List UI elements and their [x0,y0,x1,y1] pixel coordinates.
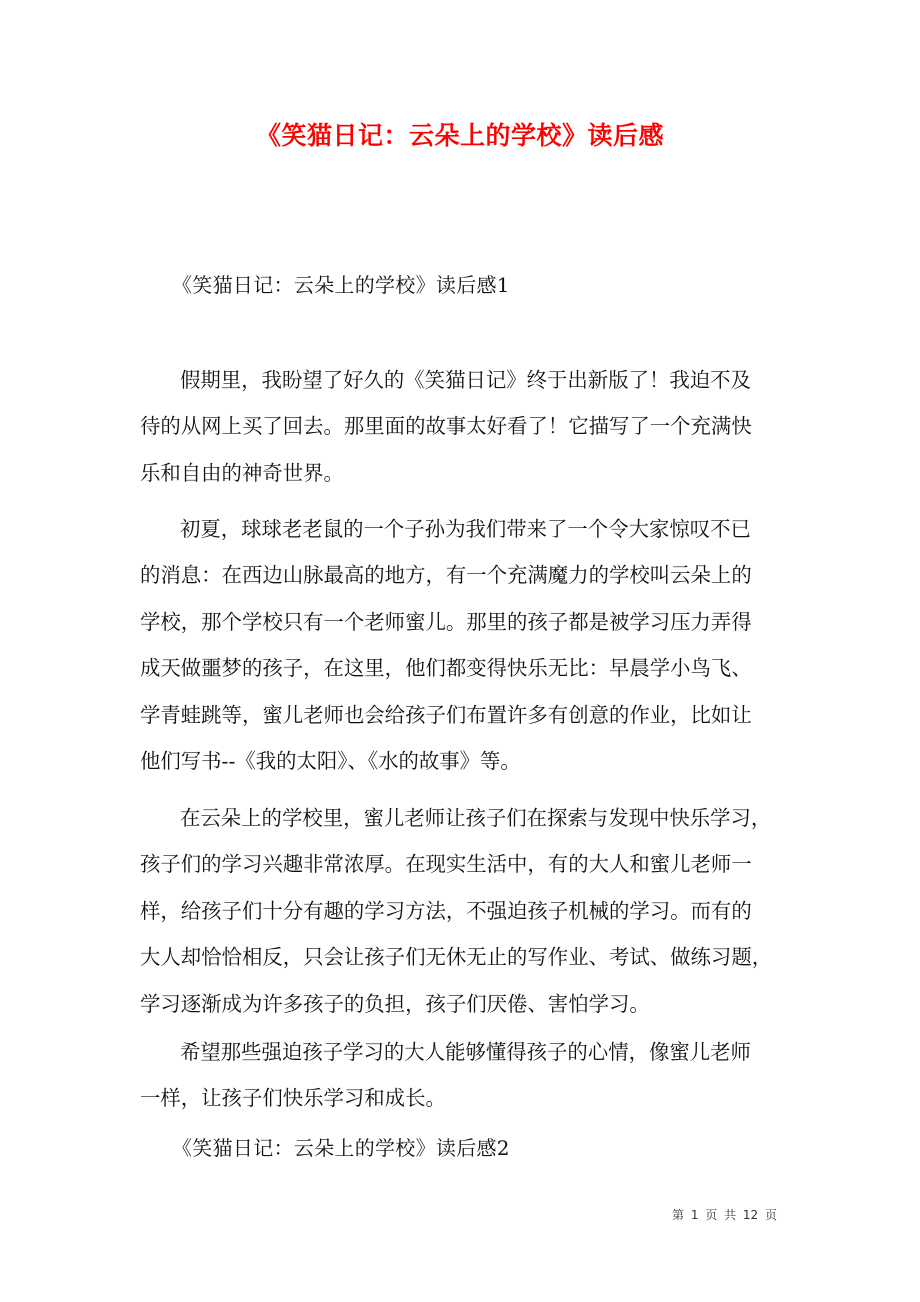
paragraph-line: 大人却恰恰相反，只会让孩子们无休无止的写作业、考试、做练习题， [140,945,773,970]
paragraph-line: 学习逐渐成为许多孩子的负担，孩子们厌倦、害怕学习。 [140,991,650,1016]
section-heading-2: 《笑猫日记：云朵上的学校》读后感2 [172,1136,510,1160]
paragraph-3 [140,795,792,1027]
paragraph-line: 待的从网上买了回去。那里面的故事太好看了！它描写了一个充满快 [140,414,752,439]
paragraph-line: 学青蛙跳等，蜜儿老师也会给孩子们布置许多有创意的作业，比如让 [140,702,752,727]
paragraph-line: 希望那些强迫孩子学习的大人能够懂得孩子的心情，像蜜儿老师 [180,1040,751,1064]
document-title: 《笑猫日记：云朵上的学校》读后感 [255,121,664,150]
paragraph-line: 他们写书--《我的太阳》、《水的故事》等。 [140,748,521,773]
paragraph-line: 乐和自由的神奇世界。 [140,460,344,485]
paragraph-2 [140,506,792,784]
paragraph-line: 孩子们的学习兴趣非常浓厚。在现实生活中，有的大人和蜜儿老师一 [140,852,752,877]
paragraph-line: 的消息：在西边山脉最高的地方，有一个充满魔力的学校叫云朵上的 [140,563,752,588]
paragraph-line: 在云朵上的学校里，蜜儿老师让孩子们在探索与发现中快乐学习， [180,806,772,830]
paragraph-line: 初夏，球球老老鼠的一个子孙为我们带来了一个令大家惊叹不已 [180,517,751,541]
paragraph-line: 学校，那个学校只有一个老师蜜儿。那里的孩子都是被学习压力弄得 [140,609,752,634]
paragraph-1 [140,357,792,496]
section-heading-1: 《笑猫日记：云朵上的学校》读后感1 [172,273,510,297]
paragraph-line: 一样，让孩子们快乐学习和成长。 [140,1086,446,1111]
paragraph-4 [140,1029,792,1122]
paragraph-line: 成天做噩梦的孩子，在这里，他们都变得快乐无比：早晨学小鸟飞、 [140,656,752,681]
paragraph-line: 样，给孩子们十分有趣的学习方法，不强迫孩子机械的学习。而有的 [140,898,752,923]
page-number-footer: 第 1 页 共 12 页 [672,1208,777,1222]
paragraph-line: 假期里，我盼望了好久的《笑猫日记》终于出新版了！我迫不及 [180,368,751,392]
